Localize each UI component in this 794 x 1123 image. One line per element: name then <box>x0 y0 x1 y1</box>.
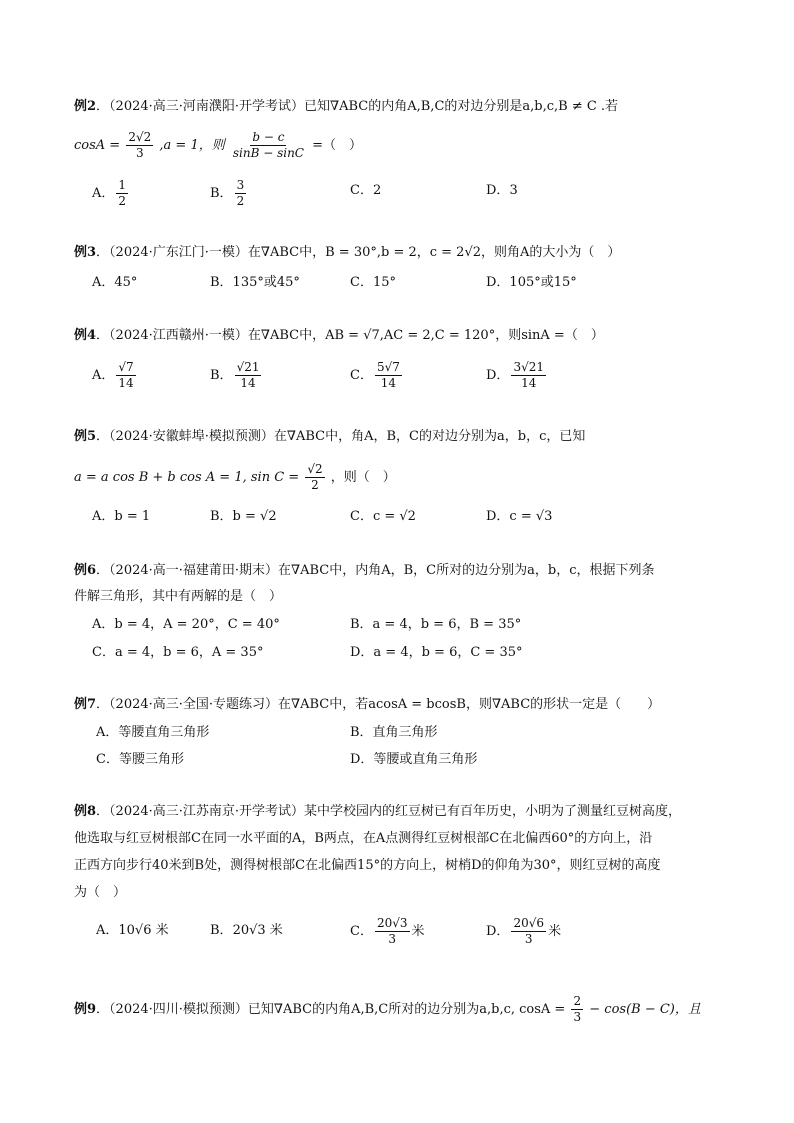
q3-option-d: D．105°或15° <box>486 275 577 290</box>
q6-option-d: D．a = 4，b = 6，C = 35° <box>350 645 523 660</box>
q5-then: ，则（ ） <box>330 470 396 485</box>
q2-condition-line <box>74 130 362 161</box>
q8-stem-line2: 他选取与红豆树根部C在同一水平面的A，B两点，在A点测得红豆树根部C在北偏西60°的方向上，沿 <box>74 831 653 846</box>
q8-option-d: D． $\frac{20√6}{3}$ 米 <box>486 916 562 946</box>
q2-cos-a: cosA = <box>74 138 121 153</box>
q7-label: 例7 <box>74 697 97 712</box>
q8-option-b: B．20√3 米 <box>210 923 283 938</box>
q6-option-a: A．b = 4，A = 20°，C = 40° <box>92 617 280 632</box>
q7-option-a: A．等腰直角三角形 <box>96 725 210 740</box>
q8-option-a: A．10√6 米 <box>96 923 169 938</box>
q5-condition: a = a cos B + b cos A = 1, sin C = <box>74 470 300 485</box>
q6-option-c: C．a = 4，b = 6，A = 35° <box>92 645 264 660</box>
q2-label: 例2 <box>74 99 97 114</box>
q8-stem-line3: 正西方向步行40米到B处，测得树根部C在北偏西15°的方向上，树梢D的仰角为30°，则红豆树的高度 <box>74 858 661 873</box>
q5-condition-line <box>74 462 396 493</box>
q8-label: 例8 <box>74 804 97 819</box>
q5-option-c: C．c = √2 <box>350 509 416 524</box>
q3-stem-line <box>74 244 620 262</box>
q5-option-a: A．b = 1 <box>92 509 151 524</box>
q6-stem-line2: 件解三角形，其中有两解的是（ ） <box>74 589 283 604</box>
q3-label: 例3 <box>74 245 97 260</box>
q5-stem: ．（2024·安徽蚌埠·模拟预测）在∇ABC中，角A，B，C的对边分别为a，b，c，已知 <box>96 429 586 444</box>
q7-stem: ．（2024·高三·全国·专题练习）在∇ABC中，若acosA = bcosB，则∇ABC的形状一定是（ ） <box>96 697 661 712</box>
q4-option-a: A． $\frac{√7}{14}$ <box>92 360 134 390</box>
q2-fraction-expr: $\frac{b - c}{\sin B - \sin C}$ <box>232 130 304 160</box>
q3-option-a: A．45° <box>92 275 138 290</box>
q9-stem-right: − cos(B − C)，且 <box>589 1002 701 1017</box>
q7-option-b: B．直角三角形 <box>350 725 438 740</box>
q2-a-equals: ,a = 1，则 <box>159 138 225 153</box>
q7-stem-line <box>74 696 660 714</box>
q3-stem: ．（2024·广东江门·一模）在∇ABC中，B = 30°,b = 2，c = 2√2，则角A的大小为（ ） <box>96 245 621 260</box>
q3-option-b: B．135°或45° <box>210 275 300 290</box>
q4-label: 例4 <box>74 328 97 343</box>
q4-option-c: C． $\frac{5√7}{14}$ <box>350 360 400 390</box>
q5-label: 例5 <box>74 429 97 444</box>
q6-option-b: B．a = 4，b = 6，B = 35° <box>350 617 522 632</box>
q8-stem-line4: 为（ ） <box>74 885 127 900</box>
q5-option-b: B．b = √2 <box>210 509 277 524</box>
q4-stem-line <box>74 327 604 345</box>
q5-option-d: D．c = √3 <box>486 509 553 524</box>
q9-stem-line <box>74 994 701 1025</box>
q8-stem-line1 <box>74 803 681 821</box>
q2-option-d: D．3 <box>486 183 518 198</box>
q4-option-d: D． $\frac{3√21}{14}$ <box>486 360 544 390</box>
q3-option-c: C．15° <box>350 275 396 290</box>
q9-label: 例9 <box>74 1002 97 1017</box>
q4-stem: ．（2024·江西赣州·一模）在∇ABC中，AB = √7,AC = 2,C = 120°，则sinA =（ ） <box>96 328 604 343</box>
q2-stem-line1 <box>74 98 618 116</box>
q7-option-c: C．等腰三角形 <box>96 752 184 767</box>
q6-stem: ．（2024·高一·福建莆田·期末）在∇ABC中，内角A，B，C所对的边分别为a，b，c，根据下列条 <box>96 563 655 578</box>
q9-stem-left: ．（2024·四川·模拟预测）已知∇ABC的内角A,B,C所对的边分别为a,b,c, cosA = <box>96 1002 566 1017</box>
q2-option-b: B． $\frac{3}{2}$ <box>210 178 245 208</box>
q2-stem: ．（2024·高三·河南濮阳·开学考试）已知∇ABC的内角A,B,C的对边分别是a,b,c,B ≠ C .若 <box>96 99 619 114</box>
q7-option-d: D．等腰或直角三角形 <box>350 752 478 767</box>
q9-fraction: $\frac{2}{3}$ <box>573 994 582 1024</box>
q5-stem-line1 <box>74 428 585 446</box>
q2-option-c: C．2 <box>350 183 382 198</box>
q8-stem: ．（2024·高三·江苏南京·开学考试）某中学校园内的红豆树已有百年历史，小明为了测量红豆树高度， <box>96 804 682 819</box>
q2-equals-blank: =（ ） <box>312 138 363 153</box>
q5-fraction: $\frac{√2}{2}$ <box>307 462 323 492</box>
q2-fraction-cos: $\frac{2√2}{3}$ <box>128 130 152 160</box>
q2-option-a: A． $\frac{1}{2}$ <box>92 178 127 208</box>
q8-option-c: C． $\frac{20√3}{3}$ 米 <box>350 916 425 946</box>
q6-label: 例6 <box>74 563 97 578</box>
q6-stem-line1 <box>74 562 654 580</box>
q4-option-b: B． $\frac{√21}{14}$ <box>210 360 260 390</box>
